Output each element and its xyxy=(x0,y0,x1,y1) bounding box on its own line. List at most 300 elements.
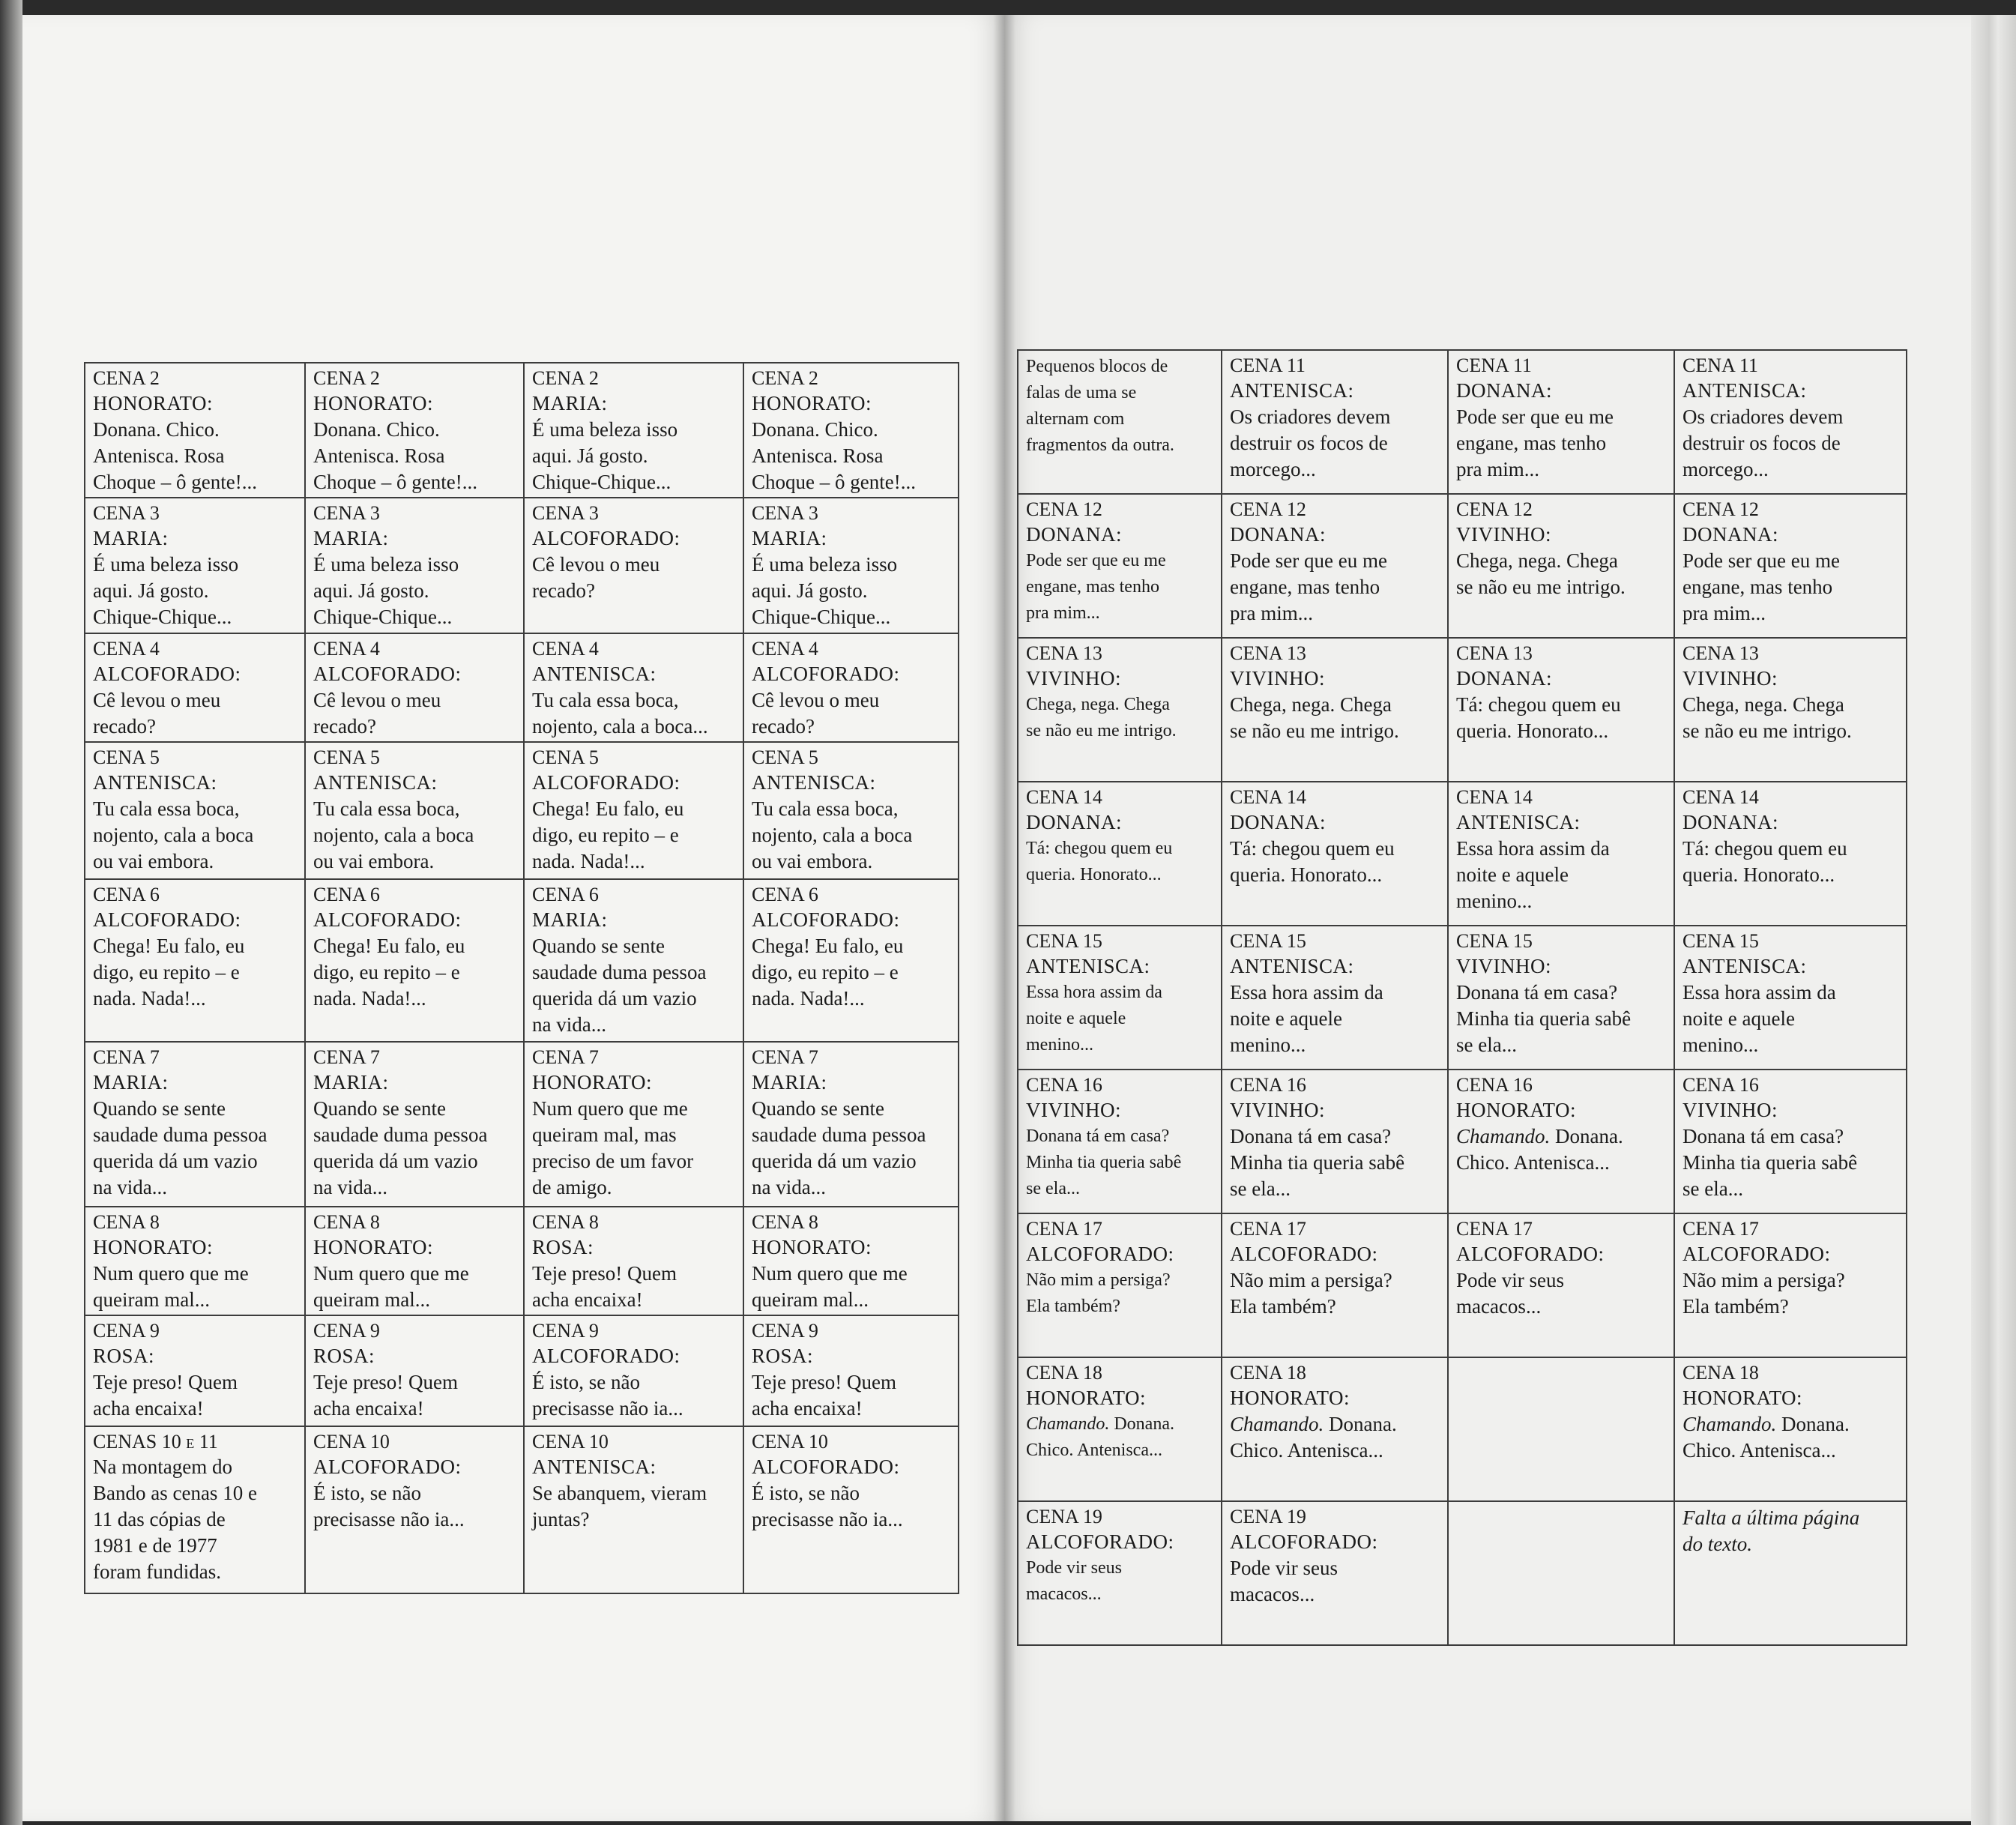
dialogue-line: Os criadores devem xyxy=(1230,405,1391,428)
speaker-name: ANTENISCA: xyxy=(752,771,876,794)
scene-cell xyxy=(1222,1213,1448,1357)
scene-cell xyxy=(1448,638,1674,782)
dialogue-line: precisasse não ia... xyxy=(532,1397,683,1420)
dialogue-line: noite e aquele xyxy=(1682,1007,1795,1030)
dialogue-line: queria. Honorato... xyxy=(1682,863,1835,886)
dialogue-line: Chico. Antenisca... xyxy=(1026,1441,1162,1460)
dialogue-line: 1981 e de 1977 xyxy=(93,1534,217,1557)
dialogue-line: Chega! Eu falo, eu xyxy=(532,797,684,820)
table-row xyxy=(85,879,959,1042)
dialogue-line: Não mim a persiga? xyxy=(1230,1269,1392,1291)
speaker-name: ANTENISCA: xyxy=(1456,811,1581,833)
dialogue-line: Teje preso! Quem xyxy=(313,1371,459,1393)
scene-cell xyxy=(1674,1357,1907,1501)
dialogue-line: Quando se sente xyxy=(313,1097,446,1120)
dialogue-line: Cê levou o meu xyxy=(532,553,660,576)
speaker-name: DONANA: xyxy=(1026,811,1122,833)
scene-cell xyxy=(743,1426,959,1593)
speaker-name: HONORATO: xyxy=(1026,1387,1147,1409)
scene-number: CENA 3 xyxy=(752,502,818,524)
dialogue-line: Tu cala essa boca, xyxy=(532,689,679,711)
dialogue-line: Tá: chegou quem eu xyxy=(1682,837,1847,860)
dialogue-line: Antenisca. Rosa xyxy=(93,444,225,467)
scene-cell xyxy=(1222,638,1448,782)
dialogue-line: morcego... xyxy=(1682,458,1769,480)
dialogue-line: menino... xyxy=(1682,1034,1759,1056)
scene-number: CENA 17 xyxy=(1230,1218,1306,1240)
dialogue-line: precisasse não ia... xyxy=(752,1508,903,1530)
dialogue-line: Antenisca. Rosa xyxy=(752,444,884,467)
dialogue-line: Num quero que me xyxy=(93,1262,249,1285)
dialogue-line: Choque – ô gente!... xyxy=(752,471,916,493)
speaker-name: ANTENISCA: xyxy=(1682,379,1807,402)
dialogue-line: saudade duma pessoa xyxy=(93,1123,268,1146)
scene-cell xyxy=(743,363,959,498)
dialogue-line: destruir os focos de xyxy=(1230,432,1388,454)
dialogue-line: Donana. Chico. xyxy=(313,418,440,441)
dialogue-line: querida dá um vazio xyxy=(93,1150,258,1172)
dialogue-line: Choque – ô gente!... xyxy=(93,471,257,493)
scene-cell xyxy=(743,879,959,1042)
page-edges xyxy=(1971,15,2016,1825)
dialogue-line: Quando se sente xyxy=(752,1097,884,1120)
scene-number: CENA 8 xyxy=(532,1211,599,1233)
dialogue-line: destruir os focos de xyxy=(1682,432,1841,454)
stage-direction: Chamando. xyxy=(1230,1413,1324,1435)
dialogue-line: Os criadores devem xyxy=(1682,405,1844,428)
dialogue-line: se ela... xyxy=(1230,1177,1291,1200)
speaker-name: ALCOFORADO: xyxy=(313,908,462,931)
scene-number: CENA 15 xyxy=(1456,930,1533,952)
scene-number: CENA 8 xyxy=(752,1211,818,1233)
scene-number: CENA 16 xyxy=(1682,1074,1759,1096)
dialogue-line: Minha tia queria sabê xyxy=(1026,1153,1182,1172)
scene-number: CENA 2 xyxy=(313,367,380,389)
scene-number: CENA 8 xyxy=(93,1211,160,1233)
scene-cell xyxy=(305,879,524,1042)
dialogue-line: aqui. Já gosto. xyxy=(752,579,868,602)
scene-cell xyxy=(85,363,305,498)
scan-edge-left xyxy=(0,0,22,1825)
scene-cell xyxy=(1018,926,1222,1070)
scene-number: CENA 9 xyxy=(93,1320,160,1342)
dialogue-line: queria. Honorato... xyxy=(1230,863,1383,886)
dialogue-line: Cê levou o meu xyxy=(93,689,221,711)
scene-cell xyxy=(524,879,743,1042)
dialogue-line: Pequenos blocos de xyxy=(1026,357,1168,376)
scene-number: CENA 5 xyxy=(532,746,599,768)
dialogue-line: Chico. Antenisca... xyxy=(1682,1439,1836,1461)
dialogue-line: queiram mal... xyxy=(313,1288,430,1311)
scene-cell xyxy=(85,879,305,1042)
scene-number: CENAS 10 e 11 xyxy=(93,1431,218,1453)
scene-number: CENA 4 xyxy=(313,638,380,660)
speaker-name: VIVINHO: xyxy=(1456,955,1551,977)
scene-number: CENA 5 xyxy=(313,746,380,768)
dialogue-line: Tá: chegou quem eu xyxy=(1456,693,1621,716)
scene-cell xyxy=(305,742,524,879)
dialogue-line: Chega, nega. Chega xyxy=(1456,549,1618,572)
scene-cell xyxy=(305,363,524,498)
scene-cell xyxy=(1222,494,1448,638)
dialogue-line: Chique-Chique... xyxy=(93,606,232,628)
speaker-name: ALCOFORADO: xyxy=(313,663,462,685)
dialogue-line: querida dá um vazio xyxy=(752,1150,917,1172)
scene-number: CENA 5 xyxy=(93,746,160,768)
speaker-name: DONANA: xyxy=(1230,523,1326,546)
scene-number: CENA 12 xyxy=(1456,498,1533,520)
dialogue-line: Pode ser que eu me xyxy=(1682,549,1840,572)
scene-cell xyxy=(524,363,743,498)
scene-cell xyxy=(85,498,305,633)
speaker-name: ROSA: xyxy=(93,1345,155,1367)
scene-number: CENA 10 xyxy=(532,1431,609,1453)
dialogue-text: Donana. xyxy=(1550,1125,1623,1147)
dialogue-line: Quando se sente xyxy=(532,935,665,957)
scene-number: CENA 6 xyxy=(752,884,818,905)
speaker-name: ROSA: xyxy=(752,1345,814,1367)
dialogue-line: Choque – ô gente!... xyxy=(313,471,477,493)
scene-cell xyxy=(1222,782,1448,926)
scene-cell xyxy=(305,1042,524,1207)
speaker-name: ROSA: xyxy=(532,1236,594,1258)
scene-cell xyxy=(524,498,743,633)
speaker-name: ALCOFORADO: xyxy=(1026,1243,1174,1265)
dialogue-line xyxy=(1456,1123,1668,1150)
scene-number: CENA 10 xyxy=(752,1431,828,1453)
scene-number: CENA 13 xyxy=(1230,642,1306,664)
dialogue-line: Pode ser que eu me xyxy=(1456,405,1614,428)
scene-number: CENA 15 xyxy=(1682,930,1759,952)
dialogue-line: nada. Nada!... xyxy=(752,987,865,1010)
dialogue-line: Num quero que me xyxy=(532,1097,688,1120)
dialogue-line: digo, eu repito – e xyxy=(532,824,679,846)
dialogue-line: se não eu me intrigo. xyxy=(1230,720,1399,742)
dialogue-line: É isto, se não xyxy=(752,1482,860,1504)
speaker-name: ROSA: xyxy=(313,1345,375,1367)
scene-number: CENA 15 xyxy=(1026,930,1102,952)
scene-number: CENA 4 xyxy=(752,638,818,660)
dialogue-line: queiram mal, mas xyxy=(532,1123,677,1146)
scene-cell xyxy=(743,1042,959,1207)
scene-cell xyxy=(1222,1501,1448,1645)
dialogue-line: de amigo. xyxy=(532,1176,612,1198)
dialogue-line: se não eu me intrigo. xyxy=(1026,721,1177,740)
speaker-name: ALCOFORADO: xyxy=(532,527,680,549)
speaker-name: MARIA: xyxy=(93,527,169,549)
scene-cell xyxy=(1018,1357,1222,1501)
scene-cell xyxy=(1018,1070,1222,1213)
dialogue-line: engane, mas tenho xyxy=(1682,576,1833,598)
dialogue-line: Essa hora assim da xyxy=(1026,983,1162,1002)
dialogue-line: alternam com xyxy=(1026,409,1125,429)
dialogue-line: recado? xyxy=(93,715,156,737)
speaker-name: ANTENISCA: xyxy=(1026,955,1150,977)
dialogue-line: acha encaixa! xyxy=(752,1397,863,1420)
dialogue-line: Tá: chegou quem eu xyxy=(1230,837,1395,860)
dialogue-line: É uma beleza isso xyxy=(93,553,239,576)
scene-number: CENA 19 xyxy=(1026,1506,1102,1527)
dialogue-line: É uma beleza isso xyxy=(532,418,678,441)
speaker-name: VIVINHO: xyxy=(1026,1099,1121,1121)
scene-cell xyxy=(524,1207,743,1315)
dialogue-line: saudade duma pessoa xyxy=(313,1123,488,1146)
dialogue-line: ou vai embora. xyxy=(93,850,214,872)
dialogue-line: Ela também? xyxy=(1682,1295,1789,1318)
speaker-name: MARIA: xyxy=(532,392,608,414)
dialogue-text: Donana. xyxy=(1109,1414,1174,1434)
dialogue-line: pra mim... xyxy=(1682,602,1766,624)
dialogue-line: nada. Nada!... xyxy=(313,987,426,1010)
speaker-name: ANTENISCA: xyxy=(1682,955,1807,977)
scene-number: CENA 15 xyxy=(1230,930,1306,952)
dialogue-line: Pode vir seus xyxy=(1026,1558,1122,1578)
dialogue-line: É uma beleza isso xyxy=(313,553,459,576)
scene-number: CENA 2 xyxy=(93,367,160,389)
dialogue-line: foram fundidas. xyxy=(93,1560,221,1583)
speaker-name: HONORATO: xyxy=(1456,1099,1577,1121)
scene-cell xyxy=(1448,350,1674,494)
table-row xyxy=(1018,1213,1907,1357)
stage-direction: Chamando. xyxy=(1682,1413,1777,1435)
dialogue-line: se não eu me intrigo. xyxy=(1682,720,1852,742)
dialogue-line: queiram mal... xyxy=(93,1288,210,1311)
scene-cell xyxy=(1448,1501,1674,1645)
dialogue-line: Donana tá em casa? xyxy=(1230,1125,1392,1147)
dialogue-line: querida dá um vazio xyxy=(313,1150,478,1172)
dialogue-line xyxy=(1230,1411,1441,1438)
scene-cell xyxy=(305,1315,524,1426)
scene-number: CENA 3 xyxy=(532,502,599,524)
scene-number: CENA 8 xyxy=(313,1211,380,1233)
table-row xyxy=(1018,638,1907,782)
speaker-name: ALCOFORADO: xyxy=(1230,1243,1378,1265)
dialogue-text: Donana. xyxy=(1776,1413,1850,1435)
dialogue-line: Chega, nega. Chega xyxy=(1026,695,1170,714)
scene-cell xyxy=(1018,782,1222,926)
scene-cell xyxy=(1674,494,1907,638)
speaker-name: ALCOFORADO: xyxy=(752,908,900,931)
speaker-name: ANTENISCA: xyxy=(313,771,438,794)
scene-number: CENA 4 xyxy=(532,638,599,660)
dialogue-line: engane, mas tenho xyxy=(1026,577,1159,597)
dialogue-line: Não mim a persiga? xyxy=(1682,1269,1845,1291)
scene-number: CENA 6 xyxy=(313,884,380,905)
dialogue-line: engane, mas tenho xyxy=(1230,576,1380,598)
dialogue-line: pra mim... xyxy=(1230,602,1313,624)
scene-number: CENA 17 xyxy=(1026,1218,1102,1240)
scene-cell xyxy=(524,1315,743,1426)
dialogue-line: Chique-Chique... xyxy=(532,471,672,493)
scene-cell xyxy=(85,633,305,742)
dialogue-line: Não mim a persiga? xyxy=(1026,1270,1171,1290)
scene-cell xyxy=(524,633,743,742)
dialogue-line: acha encaixa! xyxy=(313,1397,424,1420)
scene-cell xyxy=(1018,350,1222,494)
speaker-name: VIVINHO: xyxy=(1230,667,1325,690)
scene-number: CENA 9 xyxy=(313,1320,380,1342)
dialogue-line: acha encaixa! xyxy=(532,1288,643,1311)
scene-number: CENA 11 xyxy=(1456,355,1532,376)
dialogue-line: Pode vir seus xyxy=(1230,1557,1338,1579)
scene-number: CENA 3 xyxy=(313,502,380,524)
dialogue-line: Essa hora assim da xyxy=(1682,981,1836,1004)
scene-number: CENA 9 xyxy=(532,1320,599,1342)
dialogue-line: É isto, se não xyxy=(532,1371,640,1393)
book-spine xyxy=(993,15,1015,1821)
speaker-name: DONANA: xyxy=(1682,523,1778,546)
dialogue-line: nada. Nada!... xyxy=(93,987,206,1010)
scene-number: CENA 2 xyxy=(752,367,818,389)
speaker-name: HONORATO: xyxy=(313,1236,434,1258)
dialogue-line: menino... xyxy=(1456,890,1533,912)
scene-cell xyxy=(1674,1213,1907,1357)
dialogue-line: Quando se sente xyxy=(93,1097,226,1120)
speaker-name: DONANA: xyxy=(1682,811,1778,833)
scene-cell xyxy=(1222,1070,1448,1213)
scene-number: CENA 19 xyxy=(1230,1506,1306,1527)
speaker-name: ALCOFORADO: xyxy=(752,1456,900,1478)
dialogue-line: digo, eu repito – e xyxy=(313,961,460,983)
speaker-name: HONORATO: xyxy=(752,1236,872,1258)
scene-number: CENA 16 xyxy=(1230,1074,1306,1096)
dialogue-line: Minha tia queria sabê xyxy=(1230,1151,1405,1174)
speaker-name: MARIA: xyxy=(752,1071,827,1094)
speaker-name: VIVINHO: xyxy=(1682,667,1778,690)
scene-cell xyxy=(1448,1357,1674,1501)
table-row xyxy=(85,1207,959,1315)
dialogue-line: se ela... xyxy=(1026,1179,1080,1198)
scene-number: CENA 18 xyxy=(1026,1362,1102,1384)
speaker-name: MARIA: xyxy=(532,908,608,931)
scene-number: CENA 7 xyxy=(532,1046,599,1068)
dialogue-line: É isto, se não xyxy=(313,1482,421,1504)
speaker-name: VIVINHO: xyxy=(1230,1099,1325,1121)
table-row xyxy=(1018,1070,1907,1213)
dialogue-text: Donana. xyxy=(1324,1413,1397,1435)
scene-cell xyxy=(743,742,959,879)
dialogue-line: Teje preso! Quem xyxy=(93,1371,238,1393)
scene-cell xyxy=(85,1315,305,1426)
dialogue-line: morcego... xyxy=(1230,458,1316,480)
scene-cell xyxy=(1674,350,1907,494)
dialogue-line: nojento, cala a boca xyxy=(93,824,254,846)
speaker-name: HONORATO: xyxy=(752,392,872,414)
dialogue-line: aqui. Já gosto. xyxy=(93,579,209,602)
scene-cell xyxy=(1448,1213,1674,1357)
scene-number: CENA 16 xyxy=(1026,1074,1102,1096)
scene-cell xyxy=(1018,1213,1222,1357)
speaker-name: ALCOFORADO: xyxy=(1026,1530,1174,1553)
dialogue-line: Ela também? xyxy=(1026,1297,1120,1316)
scene-number: CENA 3 xyxy=(93,502,160,524)
stage-direction: Chamando. xyxy=(1456,1125,1551,1147)
dialogue-line: Bando as cenas 10 e xyxy=(93,1482,257,1504)
dialogue-line: do texto. xyxy=(1682,1533,1752,1555)
speaker-name: ALCOFORADO: xyxy=(752,663,900,685)
dialogue-line: Chega! Eu falo, eu xyxy=(93,935,245,957)
dialogue-line: Donana tá em casa? xyxy=(1682,1125,1844,1147)
scene-number: CENA 9 xyxy=(752,1320,818,1342)
scene-cell xyxy=(1222,350,1448,494)
speaker-name: MARIA: xyxy=(313,527,389,549)
scene-number: CENA 17 xyxy=(1456,1218,1533,1240)
scene-number: CENA 13 xyxy=(1456,642,1533,664)
speaker-name: ALCOFORADO: xyxy=(93,663,241,685)
scene-cell xyxy=(743,1315,959,1426)
left-scene-table xyxy=(84,362,959,1594)
speaker-name: VIVINHO: xyxy=(1682,1099,1778,1121)
dialogue-line: macacos... xyxy=(1230,1583,1315,1605)
dialogue-line: pra mim... xyxy=(1456,458,1539,480)
dialogue-line: Num quero que me xyxy=(313,1262,469,1285)
dialogue-line: Chega! Eu falo, eu xyxy=(752,935,904,957)
scene-cell xyxy=(1018,494,1222,638)
scene-number: CENA 7 xyxy=(313,1046,380,1068)
dialogue-line: Chico. Antenisca... xyxy=(1456,1151,1610,1174)
dialogue-line: Falta a última página xyxy=(1682,1506,1860,1529)
dialogue-line: aqui. Já gosto. xyxy=(313,579,429,602)
stage-direction: Chamando. xyxy=(1026,1414,1110,1434)
dialogue-line: pra mim... xyxy=(1026,603,1100,623)
dialogue-line: Tu cala essa boca, xyxy=(93,797,240,820)
dialogue-line: precisasse não ia... xyxy=(313,1508,465,1530)
dialogue-line xyxy=(1026,1411,1215,1438)
speaker-name: DONANA: xyxy=(1456,667,1552,690)
speaker-name: MARIA: xyxy=(313,1071,389,1094)
right-scene-table xyxy=(1017,349,1907,1646)
scene-cell xyxy=(743,498,959,633)
speaker-name: DONANA: xyxy=(1230,811,1326,833)
scene-cell xyxy=(743,1207,959,1315)
dialogue-line: Donana tá em casa? xyxy=(1026,1126,1170,1146)
scene-cell xyxy=(524,742,743,879)
speaker-name: ALCOFORADO: xyxy=(532,1345,680,1367)
dialogue-line: Antenisca. Rosa xyxy=(313,444,445,467)
dialogue-line: Num quero que me xyxy=(752,1262,908,1285)
speaker-name: ALCOFORADO: xyxy=(1230,1530,1378,1553)
speaker-name: ALCOFORADO: xyxy=(93,908,241,931)
table-row xyxy=(85,498,959,633)
speaker-name: ANTENISCA: xyxy=(532,1456,657,1478)
speaker-name: ANTENISCA: xyxy=(1230,379,1354,402)
scene-cell xyxy=(1448,782,1674,926)
scene-cell xyxy=(305,498,524,633)
table-row xyxy=(85,742,959,879)
speaker-name: DONANA: xyxy=(1456,379,1552,402)
scene-cell xyxy=(85,742,305,879)
dialogue-line: Essa hora assim da xyxy=(1456,837,1610,860)
scene-number: CENA 14 xyxy=(1456,786,1533,808)
scene-number: CENA 4 xyxy=(93,638,160,660)
speaker-name: ANTENISCA: xyxy=(532,663,657,685)
dialogue-line: menino... xyxy=(1230,1034,1306,1056)
dialogue-line: Se abanquem, vieram xyxy=(532,1482,707,1504)
speaker-name: ALCOFORADO: xyxy=(1682,1243,1831,1265)
scene-number: CENA 7 xyxy=(752,1046,818,1068)
speaker-name: VIVINHO: xyxy=(1026,667,1121,690)
scene-cell xyxy=(1448,1070,1674,1213)
dialogue-line: Pode ser que eu me xyxy=(1230,549,1387,572)
scene-cell xyxy=(1448,494,1674,638)
dialogue-line: acha encaixa! xyxy=(93,1397,204,1420)
dialogue-line: ou vai embora. xyxy=(313,850,435,872)
dialogue-line: fragmentos da outra. xyxy=(1026,435,1174,455)
dialogue-line: na vida... xyxy=(313,1176,387,1198)
dialogue-line: na vida... xyxy=(752,1176,826,1198)
dialogue-line: Na montagem do xyxy=(93,1456,232,1478)
speaker-name: HONORATO: xyxy=(93,1236,214,1258)
